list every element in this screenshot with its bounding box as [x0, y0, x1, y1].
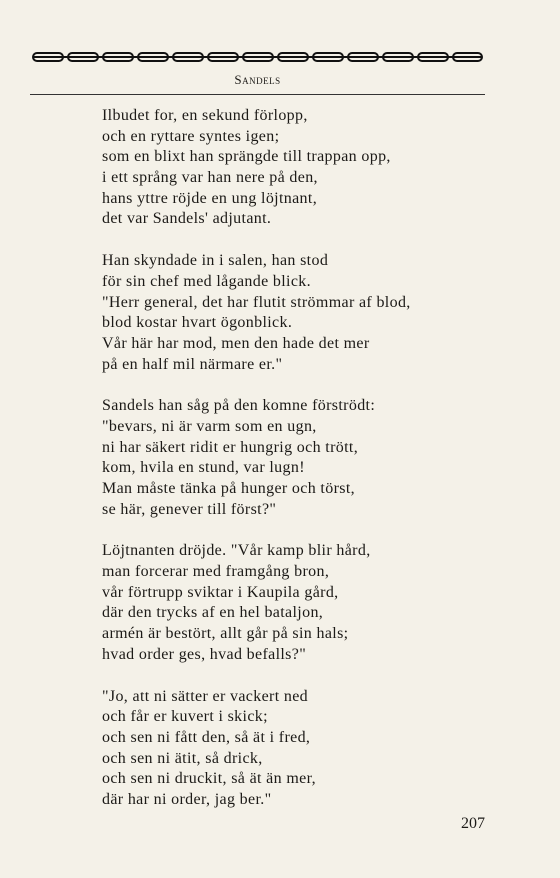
poem-line: och får er kuvert i skick;: [102, 708, 268, 726]
poem-line: Han skyndade in i salen, han stod: [102, 252, 329, 270]
poem-line: Vår här har mod, men den hade det mer: [102, 334, 370, 352]
page-number: 207: [461, 815, 485, 832]
decorative-chain-border: [30, 50, 485, 64]
poem-line: och sen ni fått den, så ät i fred,: [102, 728, 311, 746]
poem-body: [102, 106, 502, 832]
poem-line: armén är bestört, allt går på sin hals;: [102, 625, 349, 643]
header-rule: [30, 94, 485, 95]
poem-line: för sin chef med lågande blick.: [102, 272, 311, 290]
poem-line: "bevars, ni är varm som en ugn,: [102, 417, 317, 435]
poem-line: där har ni order, jag ber.": [102, 790, 272, 808]
poem-line: "Jo, att ni sätter er vackert ned: [102, 687, 309, 705]
poem-line: vår förtrupp sviktar i Kaupila gård,: [102, 583, 339, 601]
poem-line: Löjtnanten dröjde. "Vår kamp blir hård,: [102, 542, 371, 560]
poem-line: hvad order ges, hvad befalls?": [102, 645, 307, 663]
poem-line: "Herr general, det har flutit strömmar af blod,: [102, 293, 411, 311]
poem-line: och en ryttare syntes igen;: [102, 127, 280, 145]
poem-line: Ilbudet for, en sekund förlopp,: [102, 107, 308, 124]
poem-line: det var Sandels' adjutant.: [102, 210, 272, 228]
poem-line: man forcerar med framgång bron,: [102, 563, 330, 581]
poem-line: som en blixt han sprängde till trappan opp,: [102, 148, 391, 166]
poem-line: hans yttre röjde en ung löjtnant,: [102, 189, 318, 207]
poem-line: där den trycks af en hel bataljon,: [102, 604, 324, 622]
running-head-title: Sandels: [234, 72, 281, 87]
poem-line: i ett språng var han nere på den,: [102, 169, 318, 187]
poem-line: och sen ni ätit, så drick,: [102, 749, 263, 767]
poem-line: och sen ni druckit, så ät än mer,: [102, 770, 316, 788]
stanza-1: [102, 106, 502, 230]
poem-line: ni har säkert ridit er hungrig och trött,: [102, 438, 359, 456]
stanza-5: [102, 687, 502, 811]
poem-line: Man måste tänka på hunger och törst,: [102, 480, 355, 497]
poem-line: kom, hvila en stund, var lugn!: [102, 459, 305, 477]
stanza-2: [102, 251, 502, 375]
poem-line: se här, genever till först?": [102, 500, 277, 518]
poem-line: på en half mil närmare er.": [102, 355, 283, 373]
stanza-4: [102, 541, 502, 665]
stanza-3: [102, 396, 502, 520]
poem-line: blod kostar hvart ögonblick.: [102, 314, 293, 332]
poem-line: Sandels han såg på den komne förströdt:: [102, 397, 376, 415]
